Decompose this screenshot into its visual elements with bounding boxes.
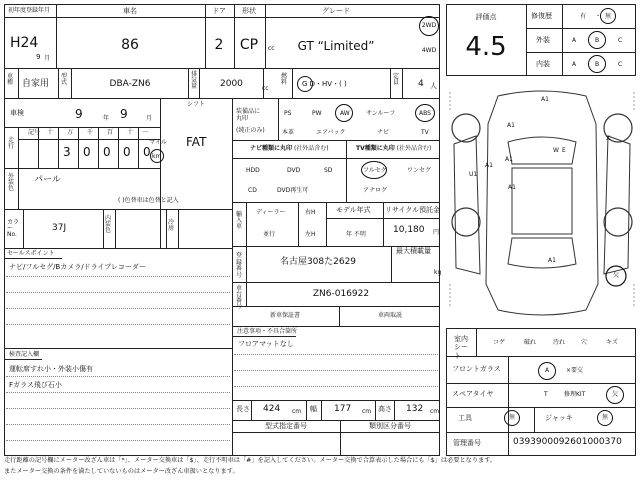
tv-item-fullseg: フルセグ	[363, 167, 387, 174]
navi-item-dvd: DVD	[287, 167, 301, 174]
height-label: 高さ	[378, 405, 392, 413]
diagram-mark-10: X	[606, 135, 611, 142]
max-load-label: 最大積載量	[396, 247, 431, 255]
footer-line-1: 走行距離の記号欄にメーター改ざん車は「*」、メーター交換車は「$」、走行不明車は「#」を記入してください。メーター交換で合算表示した場合にも「$」は必要となります。	[4, 457, 497, 464]
mileage-unit-km: km	[152, 153, 162, 160]
int-grade-a: A	[572, 61, 577, 68]
exterior-label: 外装色	[8, 173, 15, 192]
cc-unit: cc	[268, 45, 275, 52]
diagram-right-side	[604, 136, 630, 274]
equipment-label: 装備品に丸印	[236, 108, 261, 123]
mileage-unit-header: 万	[67, 129, 74, 136]
color-no-value: 37J	[52, 223, 67, 233]
model-value: DBA-ZN6	[109, 79, 151, 89]
tools-value: 無	[509, 414, 516, 421]
footer-line-2: またメーター交換の条件を満たしていないものはメーター改ざん車扱いとなります。	[4, 468, 239, 475]
tools-label: 工具	[458, 414, 472, 422]
import-dealer: ディーラー	[256, 209, 286, 216]
first-reg-month-unit: 月	[44, 55, 51, 62]
notes-label: 注意事項・不具合箇所	[237, 328, 298, 335]
spare-label: スペアタイヤ	[452, 390, 494, 398]
mileage-digit: 0	[123, 145, 131, 159]
car-damage-diagram	[446, 84, 638, 324]
int-grade-c: C	[618, 61, 623, 68]
management-value: 0393900092601000370	[513, 437, 622, 447]
inspection-label: 車検	[10, 109, 24, 117]
body-type: CP	[239, 37, 259, 53]
navi-item-cd: CD	[248, 187, 257, 194]
max-load-unit: kg	[434, 269, 442, 276]
drive-4wd: 4WD	[421, 47, 437, 54]
jack-label: ジャッキ	[545, 414, 573, 422]
navi-item-dvd-play: DVD再生可	[277, 187, 309, 194]
docs-manual: 車両取説	[377, 312, 403, 319]
diagram-roof	[512, 168, 572, 234]
displacement-label: 排気量	[191, 71, 198, 90]
first-reg-year: H24	[10, 35, 39, 51]
interior-color-label: 内装色	[105, 215, 112, 234]
front-glass-label: フロントガラス	[452, 365, 501, 373]
sales-point-text: ナビ/フルセグ/Bカメラ/ドライブレコーダー	[9, 263, 146, 271]
first-reg-month: 9	[36, 53, 41, 61]
body-label: 形状	[242, 7, 256, 15]
car-name-label: 車名	[123, 7, 137, 15]
capacity-value: 4	[418, 79, 424, 89]
shift-value: FAT	[186, 135, 207, 149]
mileage-unit-header: 千	[87, 129, 94, 136]
recycle-value: 10,180	[393, 225, 425, 235]
mileage-unit-header: 十	[127, 129, 134, 136]
notes-text: フロアマットなし	[238, 340, 294, 348]
chassis-label: 車台番号	[236, 285, 243, 310]
import-label: 輸入車	[236, 211, 243, 230]
inspector-label: 検査記入欄	[9, 351, 40, 358]
sales-point-label: セールスポイント	[7, 250, 55, 257]
width-unit: cm	[362, 408, 372, 415]
mileage-digit: 0	[143, 145, 151, 159]
diagram-body-outline	[486, 91, 598, 315]
diagram-mark-3: A1	[485, 162, 493, 169]
mileage-unit-header: 百	[107, 129, 114, 136]
equipment-item: TV	[421, 129, 429, 136]
diagram-mark-8: W	[553, 147, 559, 154]
doors: 2	[214, 37, 224, 53]
ext-grade-b: B	[595, 37, 600, 44]
equipment-sub: (純正のみ)	[236, 127, 265, 134]
equipment-item: エアバック	[316, 129, 346, 136]
length-label: 長さ	[236, 405, 250, 413]
front-glass-other: ×要交	[566, 367, 584, 374]
navi-item-sd: SD	[324, 167, 333, 174]
width-value: 177	[334, 404, 352, 414]
navi-title: ナビ種類に丸印 (社外品含む)	[250, 145, 329, 152]
cool-label: 冷房	[168, 219, 175, 232]
model-label: 型式	[61, 73, 68, 86]
score-value: 4.5	[465, 32, 507, 62]
recycle-label: リサイクル預託金	[385, 206, 441, 214]
jack-value: 無	[602, 414, 609, 421]
diagram-mark-6: A1	[508, 184, 516, 191]
mileage-unit-header: 一	[142, 129, 149, 136]
interior-sheet-item: 破れ	[524, 339, 537, 346]
diagram-wheel-fl	[452, 114, 480, 142]
diagram-rear-window	[508, 238, 576, 268]
repaint-no: 無	[605, 13, 612, 20]
capacity-unit: 人	[430, 82, 437, 90]
equipment-item: AW	[340, 110, 350, 117]
diagram-mark-4: A1	[505, 156, 513, 163]
inspector-line-2: Fガラス飛び石小	[9, 381, 62, 389]
equipment-item: サンルーフ	[366, 110, 396, 117]
use-label: 車種	[7, 73, 14, 86]
interior-sheet-item: コゲ	[493, 339, 506, 346]
spare-kit: 修理KIT	[564, 391, 586, 398]
navi-item-hdd: HDD	[246, 167, 260, 174]
import-left: 左H	[305, 231, 316, 238]
registration-value: 名古屋308た2629	[279, 257, 357, 267]
chassis-value: ZN6-016922	[312, 289, 370, 299]
length-unit: cm	[292, 408, 302, 415]
fuel-label: 燃料	[281, 73, 288, 86]
car-name: 86	[121, 37, 139, 53]
equipment-item: 本革	[282, 129, 295, 136]
interior-sheet-item: キズ	[606, 339, 618, 346]
first-reg-label: 初年度登録年月	[8, 7, 51, 14]
ext-grade-a: A	[572, 37, 577, 44]
interior-sheet-item: 穴	[581, 339, 588, 346]
diagram-mark-2: A1	[507, 122, 515, 129]
mileage-unit-header: 十	[47, 129, 54, 136]
auction-sheet-left	[4, 4, 440, 456]
diagram-mark-7: A1	[548, 257, 556, 264]
inspector-line-1: 運転席すれ小・外装小傷有	[9, 365, 93, 373]
inspection-year-unit: 年	[103, 115, 110, 122]
tv-item-oneseg: ワンセグ	[407, 167, 432, 174]
ext-label: 外装	[536, 36, 550, 44]
equipment-item: PW	[312, 110, 322, 117]
fuel-options: G D・HV・( )	[302, 80, 347, 88]
type-code-label: 型式指定番号	[265, 422, 307, 430]
diagram-sticker: 欠	[613, 272, 620, 279]
grade-label: グレード	[322, 7, 350, 15]
diagram-left-side	[454, 136, 480, 274]
ext-grade-c: C	[618, 37, 623, 44]
height-unit: cm	[430, 408, 440, 415]
exterior-note: ( )色替車は色替と記入	[118, 197, 179, 204]
diagram-mark-5: U1	[469, 171, 478, 178]
grade: GT “Limited”	[297, 39, 375, 53]
int-label: 内装	[536, 60, 550, 68]
score-label: 評価点	[475, 13, 497, 21]
displacement-value: 2000	[220, 79, 243, 89]
length-value: 424	[263, 404, 281, 414]
management-label: 管理番号	[453, 439, 481, 447]
mileage-digit: 0	[83, 145, 91, 159]
repaint-yes: 有	[580, 13, 587, 20]
import-parallel: 並行	[263, 231, 276, 238]
doors-label: ドア	[212, 7, 226, 15]
mileage-label: 走行	[8, 137, 15, 150]
color-no-label: カラーNo.	[7, 219, 20, 238]
spare-missing: 欠	[612, 391, 619, 398]
model-year-label: モデル年式	[336, 206, 371, 214]
shift-label: シフト	[187, 101, 206, 108]
tv-title: TV種類に丸印 (社外品含む)	[356, 145, 432, 152]
diagram-wheel-rr	[604, 208, 632, 236]
mileage-unit-mile: マイル	[149, 139, 167, 146]
import-right: 右H	[305, 209, 316, 216]
repaint-label: 修復歴	[531, 12, 552, 20]
equipment-item: ABS	[419, 110, 431, 117]
equipment-item: ナビ	[377, 129, 390, 136]
diagram-mark-9: E	[562, 147, 566, 154]
drive-2wd: 2WD	[421, 22, 437, 29]
mileage-digit: 3	[63, 145, 71, 159]
front-glass-value: A	[545, 367, 550, 374]
inspection-year: 9	[75, 107, 83, 121]
repaint-dot: ・	[595, 13, 602, 20]
diagram-mark-1: A1	[541, 96, 549, 103]
height-value: 132	[406, 404, 424, 414]
inspection-month-unit: 月	[146, 115, 153, 122]
mileage-digit: 0	[103, 145, 111, 159]
int-grade-b: B	[595, 61, 600, 68]
diagram-wheel-rl	[452, 208, 480, 236]
class-code-label: 類別区分番号	[369, 422, 411, 430]
model-year-value: 年 不明	[346, 231, 366, 238]
equipment-item: PS	[284, 110, 292, 117]
recycle-unit: 円	[433, 229, 440, 236]
docs-warranty: 新車保証書	[269, 312, 301, 319]
exterior-color: パール	[34, 175, 61, 185]
spare-t: T	[544, 391, 548, 398]
mileage-note-label: 記号	[28, 129, 41, 136]
use-value: 自家用	[22, 79, 50, 89]
displacement-unit: cc	[262, 85, 269, 92]
capacity-label: 定員	[393, 73, 400, 86]
registration-label: 登録番号	[236, 252, 243, 279]
tv-item-analog: アナログ	[363, 187, 388, 194]
width-label: 幅	[310, 405, 317, 413]
interior-sheet-label: 室内シート	[454, 335, 468, 360]
aw-circle	[335, 104, 353, 122]
inspection-month: 9	[120, 107, 128, 121]
abs-circle	[415, 104, 435, 122]
interior-sheet-item: 汚れ	[553, 339, 566, 346]
